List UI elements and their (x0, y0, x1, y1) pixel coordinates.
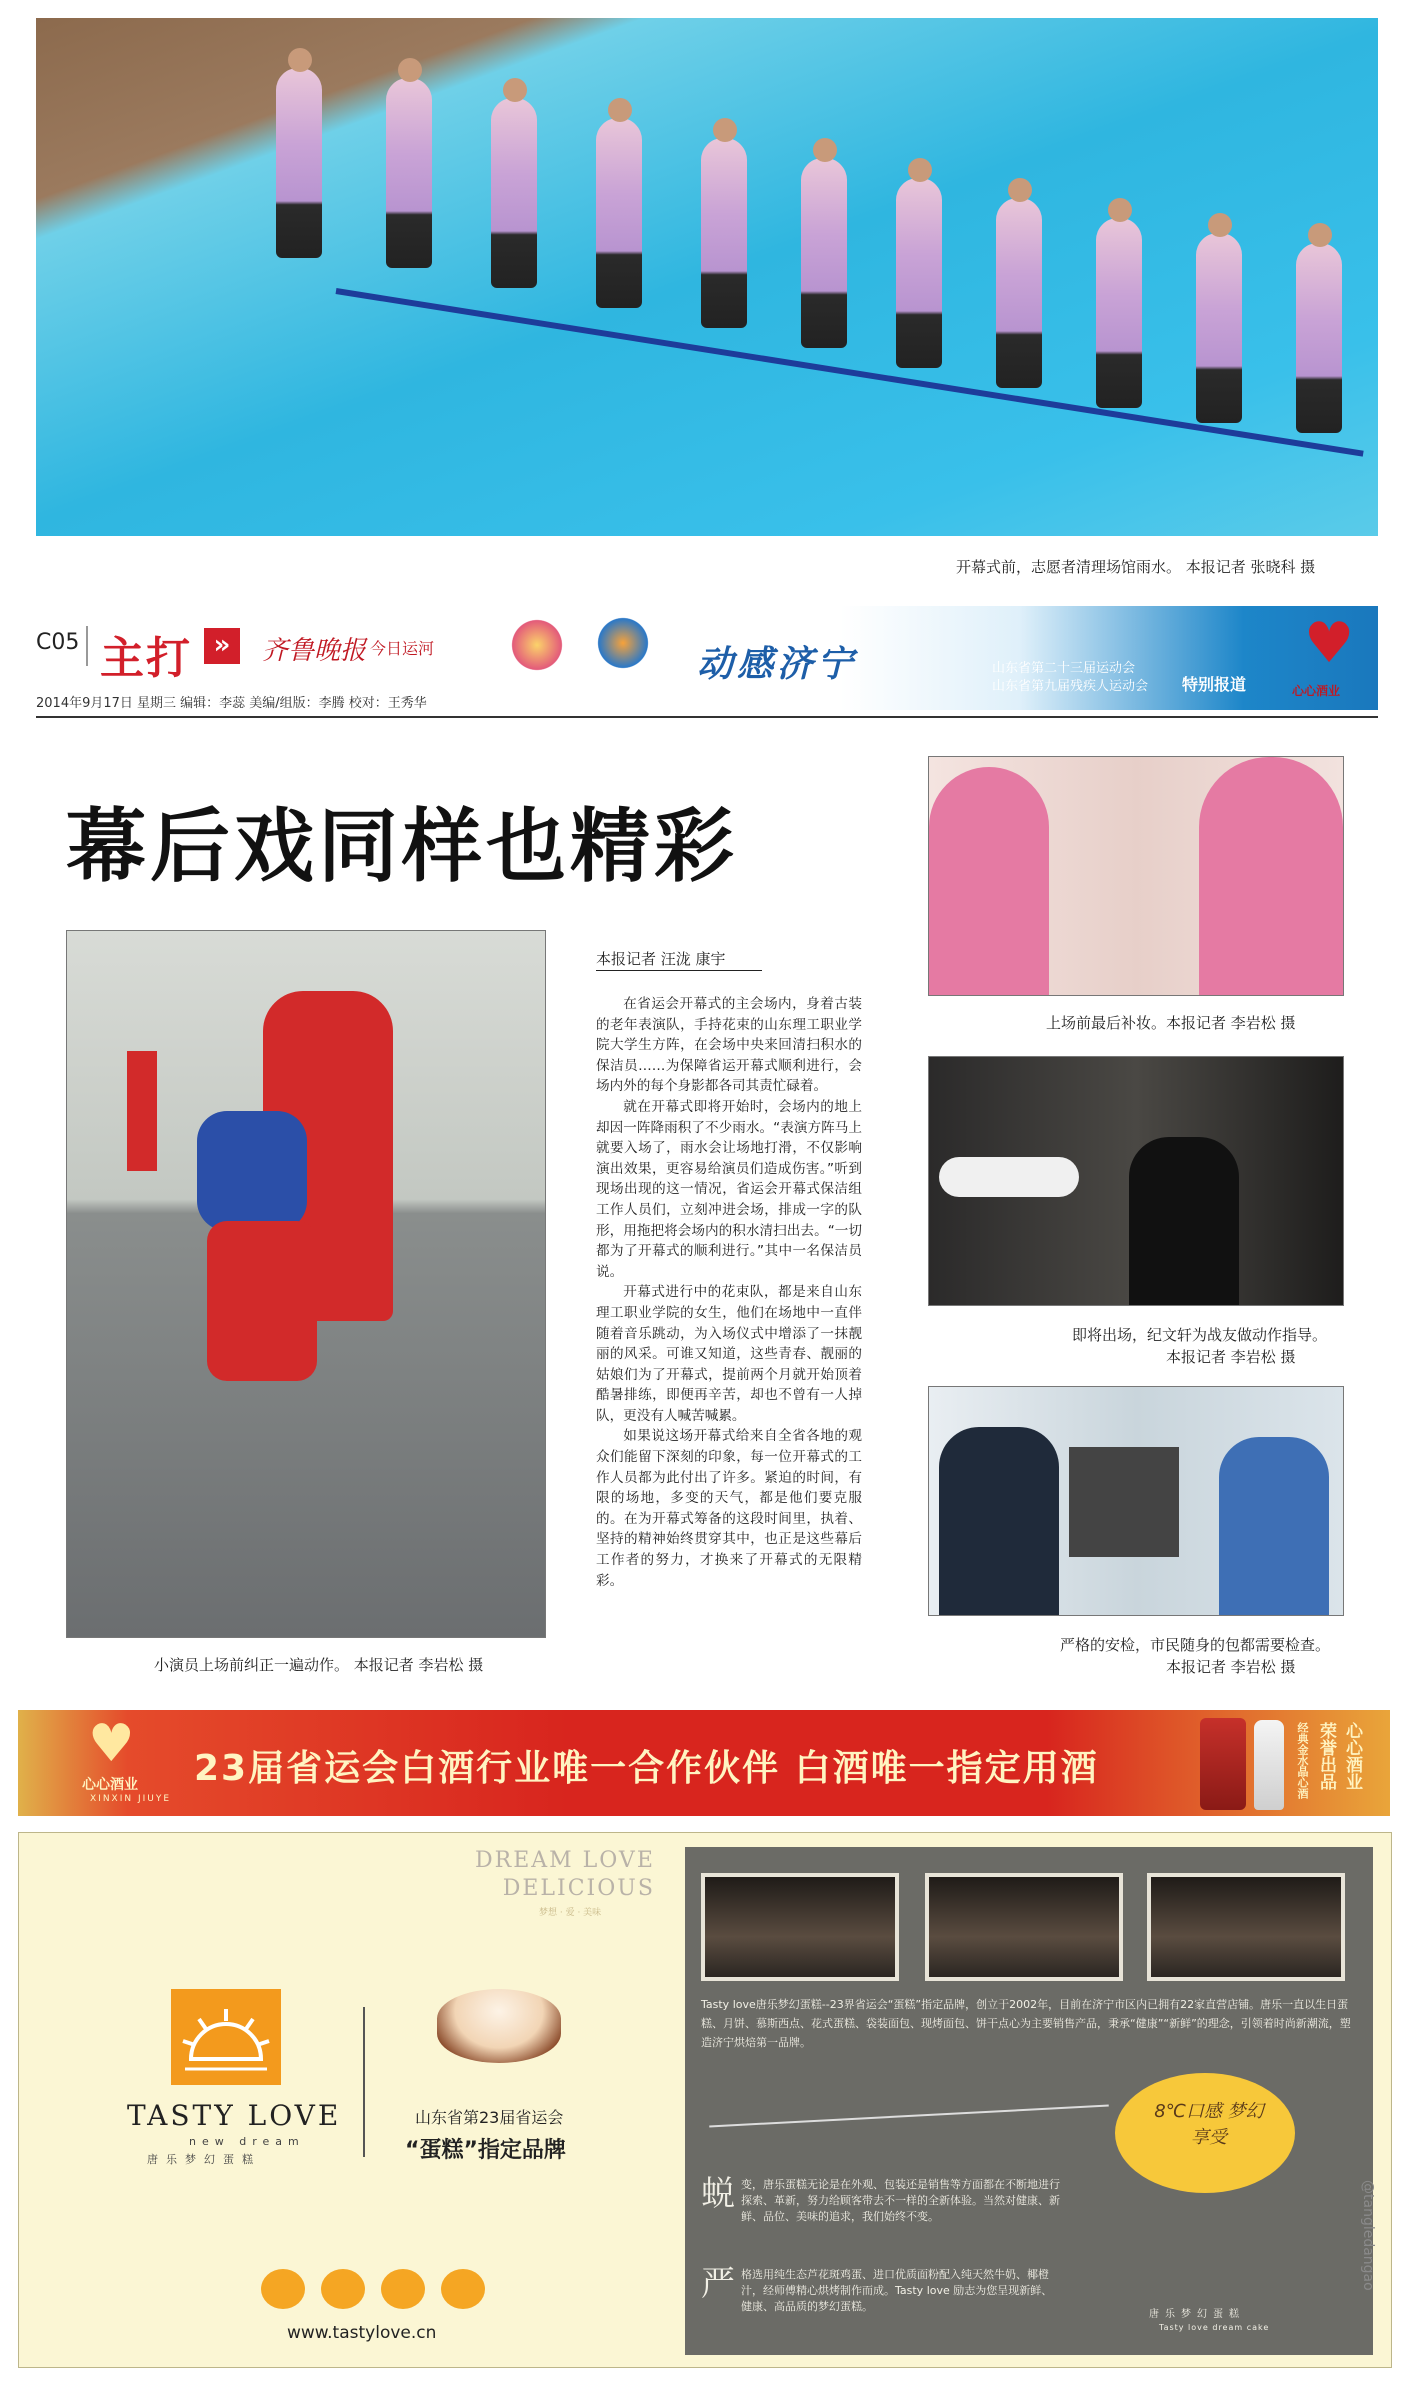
ad-slogan: 23届省运会白酒行业唯一合作伙伴 白酒唯一指定用酒 (194, 1748, 1099, 1789)
website-link[interactable]: www.tastylove.cn (287, 2323, 437, 2343)
ad-vertical-text: 心心酒业 (1342, 1722, 1362, 1790)
kid-photo-caption: 小演员上场前纠正一遍动作。 本报记者 李岩松 摄 (154, 1656, 484, 1674)
cake-image (437, 1989, 561, 2063)
feature-quality (701, 2264, 1061, 2315)
photo-figure-shape (1069, 1447, 1179, 1557)
paper-name: 齐鲁晚报 (262, 636, 367, 666)
article-paragraph: 在省运会开幕式的主会场内，身着古装的老年表演队，手持花束的山东理工职业学院大学生方阵，在会场中央来回清扫积水的保洁员……为保障省运开幕式顺利进行，会场内外的每个身影都各司其责忙碌着。 (596, 996, 862, 1095)
article-body (596, 994, 862, 1591)
photo-worker-shape (386, 78, 432, 268)
panel-brand-en: Tasty love dream cake (1159, 2323, 1270, 2332)
banner-brand: 心心酒业 (1292, 684, 1341, 698)
photo-figure-shape (1199, 757, 1343, 995)
paper-tag: 今日运河 (370, 639, 435, 658)
liquor-bottle-icon (1254, 1720, 1284, 1810)
ad-brand-en: XINXIN JIUYE (90, 1794, 172, 1804)
heart-icon: ♥ (88, 1714, 135, 1774)
photo-worker-shape (1196, 233, 1242, 423)
brand-name: TASTY LOVE (127, 2099, 342, 2132)
dream-line-2: DELICIOUS (502, 1876, 655, 1901)
security-check-photo (928, 1386, 1344, 1616)
feature-change-text: 变，唐乐蛋糕无论是在外观、包装还是销售等方面都在不断地进行探索、革新，努力给顾客带去不一样的全新体验。当然对健康、新鲜、品位、美味的追求，我们始终不变。 (741, 2178, 1060, 2223)
liquor-ad-banner (18, 1710, 1390, 1816)
header-meta: 2014年9月17日 星期三 编辑：李蕊 美编/组版：李腾 校对：王秀华 (36, 696, 427, 711)
store-description: Tasty love唐乐梦幻蛋糕--23界省运会“蛋糕”指定品牌，创立于2002年，目前在济宁市区内已拥有22家直营店铺。唐乐一直以生日蛋糕、月饼、慕斯西点、花式蛋糕、袋装面包、现烤面包、饼干点心为主要销售产品，秉承“健康”“新鲜”的理念，引领着时尚新潮流，塑造济宁烘焙第一品牌。 (701, 1998, 1351, 2049)
ad-brand: 心心酒业 (82, 1777, 138, 1793)
photo-worker-shape (801, 158, 847, 348)
banner-slogan: 动感济宁 (697, 644, 858, 685)
photo-worker-shape (1296, 243, 1342, 433)
sun-rays-icon (171, 1989, 281, 2085)
photo-figure-shape (939, 1427, 1059, 1615)
ad-divider (363, 2007, 365, 2157)
banner-games-line1: 山东省第二十三届运动会 (992, 661, 1136, 676)
games-logo-icon (508, 616, 566, 674)
panel-brand: 唐乐梦幻蛋糕 (1149, 2309, 1245, 2320)
banner-games (992, 660, 1148, 696)
photo-figure-shape (207, 1221, 317, 1381)
volunteers-cleaning-photo (36, 18, 1378, 536)
photo-worker-shape (596, 118, 642, 308)
brand-slogan-en: new dream (189, 2135, 305, 2148)
dream-love-title (475, 1847, 655, 1903)
byline: 本报记者 汪泷 康宇 (596, 950, 726, 968)
guard-photo-caption-1: 即将出场，纪文轩为战友做动作指导。 (1072, 1326, 1328, 1344)
honor-guard-photo (928, 1056, 1344, 1306)
feature-quality-text: 格选用纯生态芦花斑鸡蛋、进口优质面粉配入纯天然牛奶、椰橙汁，经师傅精心烘烤制作而成。Tasty love 励志为您呈现新鲜、健康、高品质的梦幻蛋糕。 (741, 2268, 1053, 2313)
store-photo (1147, 1873, 1345, 1981)
weibo-watermark: @tangledangao (1360, 2180, 1376, 2291)
security-photo-caption-1: 严格的安检，市民随身的包都需要检查。 (1060, 1636, 1331, 1654)
banner-special-report: 特别报道 (1182, 675, 1247, 694)
feature-quality-initial: 严 (701, 2264, 735, 2304)
makeup-photo-caption: 上场前最后补妆。本报记者 李岩松 摄 (1046, 1014, 1296, 1032)
orange-badge-icon (441, 2269, 485, 2309)
photo-worker-shape (701, 138, 747, 328)
header-divider (86, 626, 88, 666)
photo-figure-shape (1129, 1137, 1239, 1305)
banner-games-line2: 山东省第九届残疾人运动会 (992, 679, 1149, 694)
liquor-box-icon (1200, 1718, 1246, 1810)
orange-badge-icon (261, 2269, 305, 2309)
brand-name-cn: 唐乐梦幻蛋糕 (147, 2153, 261, 2166)
ad-vertical-text: 荣誉出品 (1316, 1722, 1336, 1790)
photo-worker-shape (276, 68, 322, 258)
decorative-swirl (709, 2105, 1109, 2128)
dream-subtitle: 梦想 · 爱 · 美味 (539, 1908, 602, 1918)
feature-change-initial: 蜕 (701, 2174, 735, 2214)
section-title: 主打 (100, 633, 192, 684)
store-photo (701, 1873, 899, 1981)
article-paragraph: 如果说这场开幕式给来自全省各地的观众们能留下深刻的印象，每一位开幕式的工作人员都为此付出了许多。紧迫的时间，有限的场地，多变的天气，都是他们要克服的。在为开幕式筹备的这段时间里，执着、坚持的精神始终贯穿其中，也正是这些幕后工作者的努力，才换来了开幕式的无限精彩。 (596, 1428, 862, 1589)
cloud-badge-text: 8℃口感 梦幻享受 (1154, 2101, 1264, 2148)
cake-ad (18, 1832, 1392, 2368)
photo-worker-shape (491, 98, 537, 288)
dream-line-1: DREAM LOVE (475, 1848, 655, 1873)
byline-rule (596, 970, 762, 971)
photo-worker-shape (896, 178, 942, 368)
store-photo (925, 1873, 1123, 1981)
section-arrow-icon: » (204, 628, 240, 664)
feature-change (701, 2174, 1061, 2225)
cake-event-line: 山东省第23届省运会 (415, 2108, 564, 2127)
orange-badge-icon (381, 2269, 425, 2309)
section-code: C05 (36, 630, 80, 655)
photo-figure-shape (929, 767, 1049, 995)
sun-logo-icon (171, 1989, 281, 2085)
top-photo-caption: 开幕式前，志愿者清理场馆雨水。 本报记者 张晓科 摄 (956, 558, 1316, 576)
ad-vertical-text: 经典金水晶心酒 (1296, 1722, 1309, 1799)
photo-figure-shape (127, 1051, 157, 1171)
store-info-panel (685, 1847, 1373, 2355)
cake-designation-line: “蛋糕”指定品牌 (405, 2138, 566, 2163)
security-photo-caption-2: 本报记者 李岩松 摄 (1166, 1658, 1296, 1676)
games-banner (482, 606, 1378, 710)
guard-photo-caption-2: 本报记者 李岩松 摄 (1166, 1348, 1296, 1366)
makeup-photo (928, 756, 1344, 996)
photo-worker-shape (996, 198, 1042, 388)
header-rule (36, 716, 1378, 718)
headline: 幕后戏同样也精彩 (66, 799, 738, 893)
photo-figure-shape (1219, 1437, 1329, 1615)
orange-badge-icon (321, 2269, 365, 2309)
photo-figure-shape (939, 1157, 1079, 1197)
article-paragraph: 开幕式进行中的花束队，都是来自山东理工职业学院的女生，他们在场地中一直伴随着音乐跳动，为入场仪式中增添了一抹靓丽的风采。可谁又知道，这些青春、靓丽的姑娘们为了开幕式，提前两个月就开始顶着酷暑排练，即便再辛苦，却也不曾有一人掉队，更没有人喊苦喊累。 (596, 1284, 862, 1424)
photo-figure-shape (197, 1111, 307, 1231)
jining-logo-icon (594, 614, 652, 672)
heart-icon: ♥ (1304, 611, 1355, 676)
kid-performer-photo (66, 930, 546, 1638)
photo-worker-shape (1096, 218, 1142, 408)
article-paragraph: 就在开幕式即将开始时，会场内的地上却因一阵降雨积了不少雨水。“表演方阵马上就要入场了，雨水会让场地打滑，不仅影响演出效果，更容易给演员们造成伤害。”听到现场出现的这一情况，省运会开幕式保洁组工作人员们，立刻冲进会场，排成一字的队形，用拖把将会场内的积水清扫出去。“一切都为了开幕式的顺利进行。”其中一名保洁员说。 (596, 1098, 862, 1280)
